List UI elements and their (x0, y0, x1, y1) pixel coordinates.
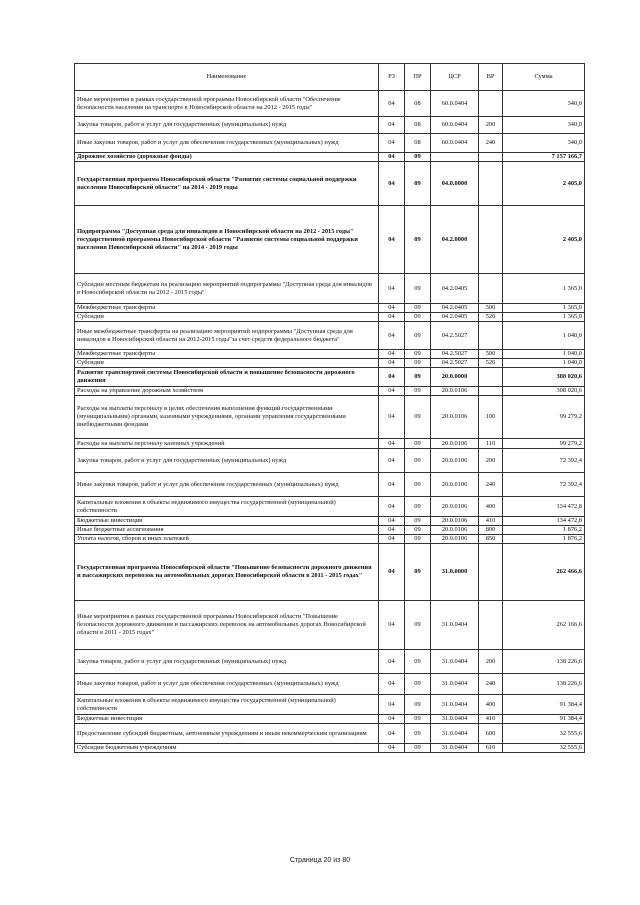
header-rz: РЗ (379, 64, 405, 91)
cell-vr (479, 322, 503, 350)
cell-pr: 09 (405, 313, 431, 322)
cell-pr: 09 (405, 449, 431, 473)
table-row (75, 396, 585, 439)
cell-sum: 262 466,6 (503, 544, 585, 601)
cell-name: Иные закупки товаров, работ и услуг для обеспечения государственных (муниципальных) нужд (75, 473, 379, 497)
cell-rz: 04 (379, 517, 405, 526)
cell-name: Подпрограмма "Доступная среда для инвалидов в Новосибирской области на 2012 - 2015 годы" государственной программы Новосибирской области "Развитие системы социальной поддержки населения Новосибирской области" на 2014 - 2019 годы (75, 206, 379, 274)
cell-rz: 04 (379, 674, 405, 695)
cell-name: Расходы на выплаты персоналу в целях обеспечения выполнения функций государственными (муниципальными) органами, казенными учреждениями, органами управления государственными внебюджетными фондами (75, 396, 379, 439)
cell-rz: 04 (379, 322, 405, 350)
table-row (75, 350, 585, 359)
cell-vr: 240 (479, 134, 503, 153)
cell-pr: 09 (405, 650, 431, 674)
table-row (75, 153, 585, 162)
cell-csr: 31.0.0404 (431, 724, 479, 744)
cell-sum: 91 384,4 (503, 715, 585, 724)
cell-vr: 200 (479, 449, 503, 473)
cell-vr: 400 (479, 497, 503, 517)
cell-csr: 20.0.0106 (431, 439, 479, 449)
cell-sum: 99 279,2 (503, 439, 585, 449)
table-row (75, 449, 585, 473)
cell-rz: 04 (379, 274, 405, 304)
cell-rz: 04 (379, 162, 405, 206)
cell-sum: 340,0 (503, 91, 585, 117)
table-row (75, 274, 585, 304)
cell-sum: 134 472,8 (503, 497, 585, 517)
table-row (75, 162, 585, 206)
cell-csr: 04.2.5027 (431, 350, 479, 359)
cell-name: Закупка товаров, работ и услуг для государственных (муниципальных) нужд (75, 449, 379, 473)
cell-vr (479, 387, 503, 396)
cell-csr: 04.0.0000 (431, 162, 479, 206)
cell-csr (431, 153, 479, 162)
cell-rz: 04 (379, 387, 405, 396)
budget-table-body (75, 91, 585, 753)
cell-csr: 31.0.0000 (431, 544, 479, 601)
header-vr: ВР (479, 64, 503, 91)
cell-pr: 09 (405, 744, 431, 753)
cell-vr: 410 (479, 517, 503, 526)
cell-vr (479, 601, 503, 650)
cell-rz: 04 (379, 134, 405, 153)
table-row (75, 304, 585, 313)
cell-name: Иные закупки товаров, работ и услуг для обеспечения государственных (муниципальных) нужд (75, 134, 379, 153)
cell-name: Развитие транспортной системы Новосибирской области и повышение безопасности дорожного движения (75, 368, 379, 387)
cell-csr: 20.0.0106 (431, 473, 479, 497)
table-row (75, 439, 585, 449)
cell-pr: 09 (405, 368, 431, 387)
cell-vr: 240 (479, 674, 503, 695)
cell-sum: 1 040,0 (503, 350, 585, 359)
cell-name: Субсидии (75, 359, 379, 368)
cell-vr (479, 153, 503, 162)
cell-rz: 04 (379, 396, 405, 439)
table-row (75, 526, 585, 535)
cell-rz: 04 (379, 368, 405, 387)
cell-vr: 410 (479, 715, 503, 724)
cell-rz: 04 (379, 304, 405, 313)
cell-sum: 32 555,6 (503, 724, 585, 744)
cell-pr: 09 (405, 274, 431, 304)
cell-csr: 20.0.0106 (431, 517, 479, 526)
cell-rz: 04 (379, 544, 405, 601)
cell-vr (479, 274, 503, 304)
cell-pr: 09 (405, 535, 431, 544)
cell-name: Капитальные вложения в объекты недвижимого имущества государственной (муниципальной) собственности (75, 497, 379, 517)
table-row (75, 134, 585, 153)
cell-name: Предоставление субсидий бюджетным, автономным учреждениям и иным некоммерческим организациям (75, 724, 379, 744)
cell-name: Расходы на выплаты персоналу казенных учреждений (75, 439, 379, 449)
table-row (75, 601, 585, 650)
cell-sum: 91 384,4 (503, 695, 585, 715)
table-row (75, 674, 585, 695)
cell-name: Дорожное хозяйство (дорожные фонды) (75, 153, 379, 162)
cell-csr: 04.2.0405 (431, 274, 479, 304)
table-row (75, 544, 585, 601)
cell-csr: 60.0.0404 (431, 117, 479, 134)
cell-name: Межбюджетные трансферты (75, 350, 379, 359)
cell-sum: 1 365,0 (503, 313, 585, 322)
table-row (75, 497, 585, 517)
cell-rz: 04 (379, 91, 405, 117)
cell-pr: 09 (405, 473, 431, 497)
cell-rz: 04 (379, 724, 405, 744)
cell-sum: 340,0 (503, 134, 585, 153)
cell-sum: 2 405,0 (503, 206, 585, 274)
cell-name: Бюджетные инвестиции (75, 517, 379, 526)
cell-vr (479, 91, 503, 117)
cell-csr: 31.0.0404 (431, 674, 479, 695)
cell-vr: 200 (479, 117, 503, 134)
cell-vr: 100 (479, 396, 503, 439)
cell-vr (479, 206, 503, 274)
cell-sum: 72 392,4 (503, 473, 585, 497)
cell-sum: 2 405,0 (503, 162, 585, 206)
header-pr: ПР (405, 64, 431, 91)
cell-csr: 04.2.0405 (431, 304, 479, 313)
cell-rz: 04 (379, 153, 405, 162)
cell-vr: 400 (479, 695, 503, 715)
cell-name: Расходы на управление дорожным хозяйством (75, 387, 379, 396)
cell-pr: 09 (405, 322, 431, 350)
page-number: Страница 20 из 80 (289, 857, 351, 864)
cell-rz: 04 (379, 473, 405, 497)
cell-csr: 60.0.0404 (431, 91, 479, 117)
cell-csr: 31.0.0404 (431, 650, 479, 674)
cell-name: Государственная программа Новосибирской области "Повышение безопасности дорожного движения и пассажирских перевозок на автомобильных дорогах Новосибирской области в 2011 - 2015 годах" (75, 544, 379, 601)
cell-vr (479, 368, 503, 387)
cell-csr: 31.0.0404 (431, 601, 479, 650)
cell-name: Межбюджетные трансферты (75, 304, 379, 313)
cell-pr: 09 (405, 162, 431, 206)
cell-csr: 20.0.0106 (431, 535, 479, 544)
table-row (75, 695, 585, 715)
cell-sum: 1 365,0 (503, 274, 585, 304)
cell-vr: 200 (479, 650, 503, 674)
cell-sum: 308 020,6 (503, 387, 585, 396)
table-row (75, 535, 585, 544)
cell-vr: 520 (479, 313, 503, 322)
cell-csr: 20.0.0000 (431, 368, 479, 387)
cell-name: Закупка товаров, работ и услуг для государственных (муниципальных) нужд (75, 117, 379, 134)
cell-vr: 600 (479, 724, 503, 744)
cell-pr: 08 (405, 91, 431, 117)
cell-name: Капитальные вложения в объекты недвижимого имущества государственной (муниципальной) собственности (75, 695, 379, 715)
cell-pr: 09 (405, 304, 431, 313)
cell-name: Бюджетные инвестиции (75, 715, 379, 724)
cell-vr: 850 (479, 535, 503, 544)
cell-csr: 31.0.0404 (431, 695, 479, 715)
cell-csr: 04.2.5027 (431, 322, 479, 350)
cell-pr: 08 (405, 117, 431, 134)
header-name: Наименование (75, 64, 379, 91)
cell-pr: 09 (405, 387, 431, 396)
cell-csr: 60.0.0404 (431, 134, 479, 153)
table-row (75, 206, 585, 274)
table-row (75, 387, 585, 396)
table-row (75, 368, 585, 387)
table-row (75, 473, 585, 497)
cell-name: Субсидии местным бюджетам на реализацию мероприятий подпрограммы "Доступная среда для инвалидов в Новосибирской области на 2012 - 2015 годы" (75, 274, 379, 304)
cell-pr: 09 (405, 153, 431, 162)
cell-pr: 09 (405, 674, 431, 695)
cell-pr: 09 (405, 206, 431, 274)
cell-sum: 72 392,4 (503, 449, 585, 473)
cell-name: Иные закупки товаров, работ и услуг для обеспечения государственных (муниципальных) нужд (75, 674, 379, 695)
table-row (75, 322, 585, 350)
cell-name: Иные бюджетные ассигнования (75, 526, 379, 535)
cell-name: Иные мероприятия в рамках государственной программы Новосибирской области "Обеспечение безопасности населения на транспорте в Новосибирской области на 2012 - 2015 годы" (75, 91, 379, 117)
table-row (75, 313, 585, 322)
cell-csr: 20.0.0106 (431, 387, 479, 396)
cell-rz: 04 (379, 526, 405, 535)
cell-vr (479, 162, 503, 206)
cell-sum: 262 166,6 (503, 601, 585, 650)
cell-pr: 09 (405, 601, 431, 650)
cell-csr: 20.0.0106 (431, 497, 479, 517)
cell-sum: 1 876,2 (503, 535, 585, 544)
cell-rz: 04 (379, 497, 405, 517)
cell-csr: 04.2.0405 (431, 313, 479, 322)
cell-sum: 138 226,6 (503, 674, 585, 695)
cell-pr: 09 (405, 517, 431, 526)
cell-vr: 610 (479, 744, 503, 753)
cell-pr: 09 (405, 439, 431, 449)
cell-pr: 09 (405, 715, 431, 724)
cell-sum: 1 876,2 (503, 526, 585, 535)
cell-rz: 04 (379, 439, 405, 449)
cell-sum: 1 040,0 (503, 359, 585, 368)
cell-rz: 04 (379, 535, 405, 544)
cell-rz: 04 (379, 601, 405, 650)
cell-csr: 20.0.0106 (431, 449, 479, 473)
cell-vr: 110 (479, 439, 503, 449)
cell-rz: 04 (379, 650, 405, 674)
cell-name: Субсидии бюджетным учреждениям (75, 744, 379, 753)
table-row (75, 359, 585, 368)
cell-pr: 09 (405, 497, 431, 517)
cell-sum: 1 040,0 (503, 322, 585, 350)
table-row (75, 744, 585, 753)
cell-pr: 09 (405, 359, 431, 368)
cell-csr: 31.0.0404 (431, 744, 479, 753)
cell-rz: 04 (379, 359, 405, 368)
cell-rz: 04 (379, 313, 405, 322)
cell-sum: 308 020,6 (503, 368, 585, 387)
table-row (75, 715, 585, 724)
cell-sum: 1 365,0 (503, 304, 585, 313)
cell-vr: 520 (479, 359, 503, 368)
cell-sum: 138 226,6 (503, 650, 585, 674)
cell-name: Иные мероприятия в рамках государственной программы Новосибирской области "Повышение безопасности дорожного движения и пассажирских перевозок на автомобильных дорогах Новосибирской области в 2011 - 2015 годах" (75, 601, 379, 650)
table-row (75, 117, 585, 134)
cell-pr: 09 (405, 350, 431, 359)
cell-name: Государственная программа Новосибирской области "Развитие системы социальной поддержки населения Новосибирской области" на 2014 - 2019 годы (75, 162, 379, 206)
table-row (75, 91, 585, 117)
budget-table (74, 63, 585, 753)
header-sum: Сумма (503, 64, 585, 91)
table-row (75, 517, 585, 526)
cell-vr: 500 (479, 304, 503, 313)
cell-name: Субсидии (75, 313, 379, 322)
cell-pr: 09 (405, 544, 431, 601)
cell-sum: 99 279,2 (503, 396, 585, 439)
table-row (75, 724, 585, 744)
cell-csr: 20.0.0106 (431, 396, 479, 439)
cell-pr: 09 (405, 526, 431, 535)
cell-rz: 04 (379, 715, 405, 724)
cell-csr: 04.2.0000 (431, 206, 479, 274)
cell-pr: 09 (405, 396, 431, 439)
cell-sum: 7 157 166,7 (503, 153, 585, 162)
cell-vr (479, 544, 503, 601)
cell-sum: 134 472,8 (503, 517, 585, 526)
cell-csr: 04.2.5027 (431, 359, 479, 368)
cell-pr: 08 (405, 134, 431, 153)
cell-csr: 31.0.0404 (431, 715, 479, 724)
header-csr: ЦСР (431, 64, 479, 91)
cell-vr: 500 (479, 350, 503, 359)
cell-rz: 04 (379, 449, 405, 473)
cell-name: Уплата налогов, сборов и иных платежей (75, 535, 379, 544)
cell-rz: 04 (379, 350, 405, 359)
cell-name: Иные межбюджетные трансферты на реализацию мероприятий подпрограммы "Доступная среда для инвалидов в Новосибирской области на 2012-2015 годы"за счет средств федерального бюджета" (75, 322, 379, 350)
cell-rz: 04 (379, 744, 405, 753)
cell-vr: 800 (479, 526, 503, 535)
cell-sum: 32 555,6 (503, 744, 585, 753)
cell-sum: 340,0 (503, 117, 585, 134)
table-header-row (75, 64, 585, 91)
cell-pr: 09 (405, 724, 431, 744)
cell-name: Закупка товаров, работ и услуг для государственных (муниципальных) нужд (75, 650, 379, 674)
table-row (75, 650, 585, 674)
cell-rz: 04 (379, 206, 405, 274)
cell-pr: 09 (405, 695, 431, 715)
cell-vr: 240 (479, 473, 503, 497)
cell-csr: 20.0.0106 (431, 526, 479, 535)
cell-rz: 04 (379, 117, 405, 134)
cell-rz: 04 (379, 695, 405, 715)
